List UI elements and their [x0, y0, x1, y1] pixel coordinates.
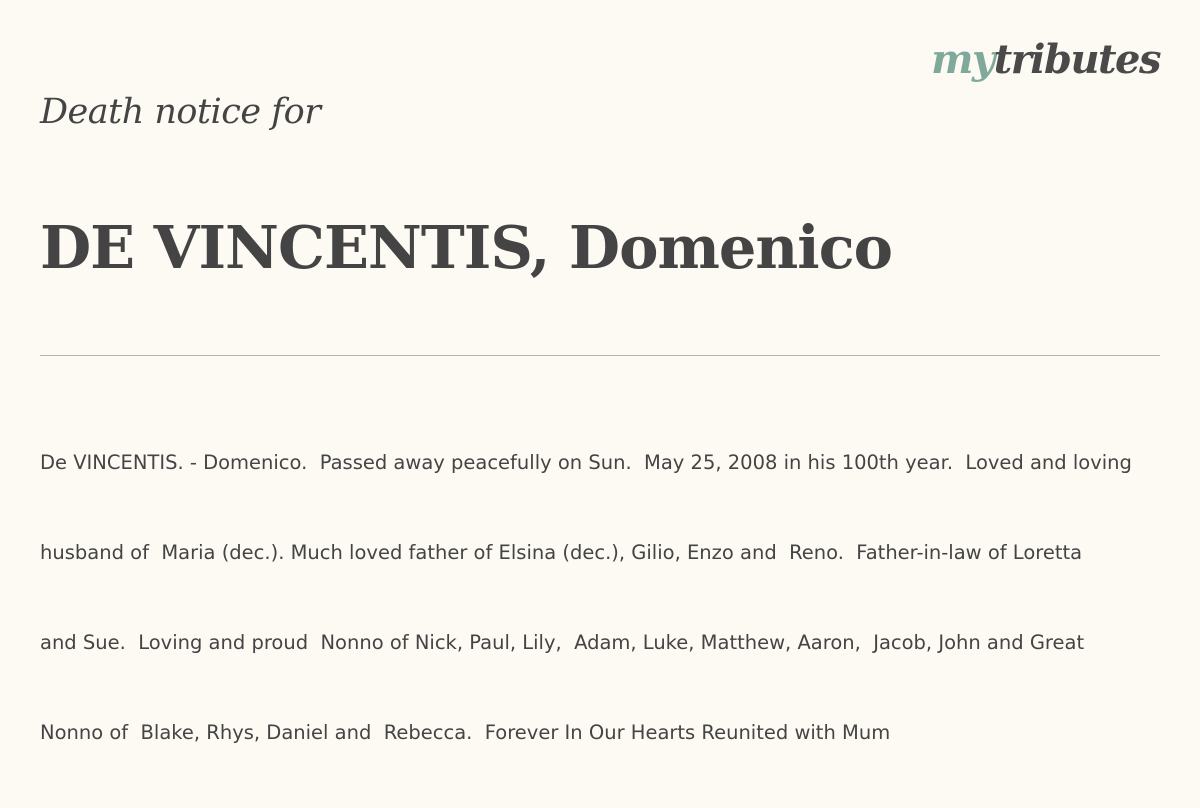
notice-text	[40, 388, 1140, 808]
notice-line: and Sue. Loving and proud Nonno of Nick, Paul, Lily, Adam, Luke, Matthew, Aaron, Jacob, John and Great	[40, 631, 1085, 654]
notice-line: Nonno of Blake, Rhys, Daniel and Rebecca. Forever In Our Hearts Reunited with Mum	[40, 721, 891, 744]
notice-line: husband of Maria (dec.). Much loved father of Elsina (dec.), Gilio, Enzo and Reno. Father-in-law of Loretta	[40, 541, 1083, 564]
divider	[40, 355, 1160, 356]
mytributes-logo[interactable]	[931, 36, 1160, 84]
deceased-name-title: DE VINCENTIS, Domenico	[40, 213, 892, 282]
notice-intro-heading: Death notice for	[40, 92, 321, 132]
logo-part-tributes: tributes	[993, 36, 1160, 83]
logo-part-my: my	[931, 36, 994, 83]
notice-line: De VINCENTIS. - Domenico. Passed away peacefully on Sun. May 25, 2008 in his 100th year. Loved and loving	[40, 451, 1132, 474]
